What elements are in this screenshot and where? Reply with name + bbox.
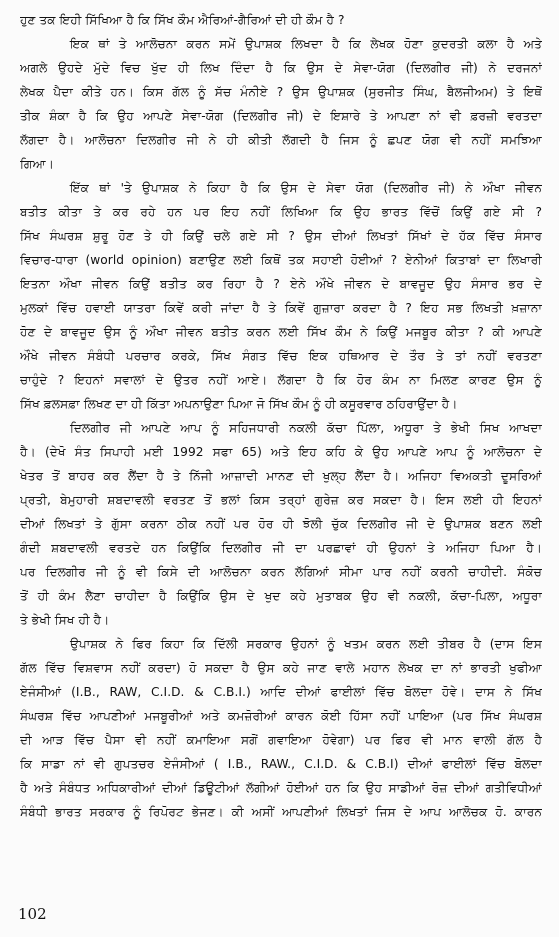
text-line: ਤੇ ਭੇਖੀ ਸਿਖ ਹੀ ਹੈ। bbox=[20, 613, 110, 627]
text-line: ਇਕ ਥਾਂ ਤੇ ਆਲੋਚਨਾ ਕਰਨ ਸਮੇਂ ਉਪਾਸ਼ਕ ਲਿਖਦਾ ਹੈ ਕਿ ਲੇਖਕ ਹੋਣਾ ਕੁਦਰਤੀ ਕਲਾ ਹੈ ਅਤੇ bbox=[70, 37, 542, 51]
text-line: ਦਿਲਗੀਰ ਜੀ ਆਪਣੇ ਆਪ ਨੂੰ ਸਹਿਜਧਾਰੀ ਨਕਲੀ ਕੱਚਾ ਪਿੱਲਾ, ਅਧੂਰਾ ਤੇ ਭੇਖੀ ਸਿਖ ਆਖਦਾ bbox=[70, 421, 542, 435]
text-line: ਸੰਘਰਸ਼ ਵਿੱਚ ਆਪਣੀਆਂ ਮਜਬੂਰੀਆਂ ਅਤੇ ਕਮਜ਼ੋਰੀਆਂ ਕਾਰਨ ਕੋਈ ਹਿੱਸਾ ਨਹੀਂ ਪਾਇਆ (ਪਰ ਸਿੱਖ ਸੰਘਰਸ਼ bbox=[20, 709, 542, 723]
text-line: ਹੈ ਅਤੇ ਸੰਬੰਧਤ ਅਧਿਕਾਰੀਆਂ ਦੀਆਂ ਡਿਊਟੀਆਂ ਲੱਗੀਆਂ ਹੋਈਆਂ ਹਨ ਕਿ ਉਹ ਸਾਡੀਆਂ ਰੋਜ਼ ਦੀਆਂ ਗਤੀਵਿਧੀਆਂ bbox=[20, 781, 542, 795]
text-line: ਮੁਲਕਾਂ ਵਿੱਚ ਹਵਾਈ ਯਾਤਰਾ ਕਿਵੇਂ ਕਰੀ ਜਾਂਦਾ ਹੈ ਤੇ ਕਿਵੇਂ ਗੁਜ਼ਾਰਾ ਕਰਦਾ ਹੈ ? ਇਹ ਸਭ ਲਿਖਤੀ ਖ਼ਜ਼ਾਨਾ bbox=[20, 301, 542, 315]
text-line: ਤੀਕ ਸ਼ੰਕਾ ਹੈ ਕਿ ਉਹ ਆਪਣੇ ਸੇਵਾ-ਯੋਗ (ਦਿਲਗੀਰ ਜੀ) ਦੇ ਇਸ਼ਾਰੇ ਤੇ ਆਪਣਾ ਨਾਂ ਵੀ ਫ਼ਰਜ਼ੀ ਵਰਤਦਾ bbox=[20, 109, 542, 123]
text-line: ਬਤੀਤ ਕੀਤਾ ਤੇ ਕਰ ਰਹੇ ਹਨ ਪਰ ਇਹ ਨਹੀਂ ਲਿਖਿਆ ਕਿ ਉਹ ਭਾਰਤ ਵਿੱਚੋਂ ਕਿਉਂ ਗਏ ਸੀ ? bbox=[20, 205, 542, 219]
text-line: ਹੁਣ ਤਕ ਇਹੀ ਸਿੱਖਿਆ ਹੈ ਕਿ ਸਿੱਖ ਕੌਮ ਐਰਿਆਂ-ਗੈਰਿਆਂ ਦੀ ਹੀ ਕੌਮ ਹੈ ? bbox=[20, 13, 345, 27]
text-line: ਇਤਨਾ ਔਖਾ ਜੀਵਨ ਕਿਉਂ ਬਤੀਤ ਕਰ ਰਿਹਾ ਹੈ ? ਏਨੇ ਔਖੇ ਜੀਵਨ ਦੇ ਬਾਵਜੂਦ ਉਹ ਸੰਸਾਰ ਭਰ ਦੇ bbox=[20, 277, 542, 291]
text-line: ਸੰਬੰਧੀ ਭਾਰਤ ਸਰਕਾਰ ਨੂੰ ਰਿਪੋਰਟ ਭੇਜਣ। ਕੀ ਅਸੀਂ ਆਪਣੀਆਂ ਲਿਖਤਾਂ ਜਿਸ ਦੇ ਆਪ ਆਲੋਚਕ ਹੋ. ਕਾਰਨ bbox=[20, 805, 542, 819]
text-line: ਅਗਲੇ ਉਹਦੇ ਮੁੱਦੇ ਵਿਚ ਖੁੱਦ ਹੀ ਲਿਖ ਦਿੰਦਾ ਹੈ ਕਿ ਉਸ ਦੇ ਸੇਵਾ-ਯੋਗ (ਦਿਲਗੀਰ ਜੀ) ਨੇ ਦਰਜਨਾਂ bbox=[20, 61, 542, 75]
text-line: ਉਪਾਸ਼ਕ ਨੇ ਫਿਰ ਕਿਹਾ ਕਿ ਦਿੱਲੀ ਸਰਕਾਰ ਉਹਨਾਂ ਨੂੰ ਖਤਮ ਕਰਨ ਲਈ ਤੀਬਰ ਹੈ (ਦਾਸ ਇਸ bbox=[70, 637, 542, 651]
text-line: ਏਜੰਸੀਆਂ (I.B., RAW, C.I.D. & C.B.I.) ਆਦਿ ਦੀਆਂ ਫਾਈਲਾਂ ਵਿੱਚ ਬੋਲਦਾ ਹੋਵੇ। ਦਾਸ ਨੇ ਸਿੱਖ bbox=[20, 685, 542, 699]
text-line: ਗੱਲ ਵਿੱਚ ਵਿਸ਼ਵਾਸ ਨਹੀਂ ਕਰਦਾ) ਹੋ ਸਕਦਾ ਹੈ ਉਸ ਕਹੇ ਜਾਣ ਵਾਲੇ ਮਹਾਨ ਲੇਖਕ ਦਾ ਨਾਂ ਭਾਰਤੀ ਖੁਫੀਆ bbox=[20, 661, 542, 675]
text-line: ਗਿਆ। bbox=[20, 157, 55, 171]
text-line: ਲੱਗਦਾ ਹੈ। ਆਲੋਚਨਾ ਦਿਲਗੀਰ ਜੀ ਨੇ ਹੀ ਕੀਤੀ ਲੱਗਦੀ ਹੈ ਜਿਸ ਨੂੰ ਛਪਣ ਯੋਗ ਵੀ ਨਹੀਂ ਸਮਝਿਆ bbox=[20, 133, 542, 147]
text-line: ਇੱਕ ਥਾਂ 'ਤੇ ਉਪਾਸ਼ਕ ਨੇ ਕਿਹਾ ਹੈ ਕਿ ਉਸ ਦੇ ਸੇਵਾ ਯੋਗ (ਦਿਲਗੀਰ ਜੀ) ਨੇ ਔਖਾ ਜੀਵਨ bbox=[70, 181, 542, 195]
text-line: ਕਿ ਸਾਡਾ ਨਾਂ ਵੀ ਗੁਪਤਚਰ ਏਜੰਸੀਆਂ ( I.B., RAW., C.I.D. & C.B.I) ਦੀਆਂ ਫਾਈਲਾਂ ਵਿੱਚ ਬੋਲਦਾ bbox=[20, 757, 542, 771]
text-line: ਹੈ। (ਦੇਖੋ ਸੰਤ ਸਿਪਾਹੀ ਮਈ 1992 ਸਫਾ 65) ਅਤੇ ਇਹ ਕਹਿ ਕੇ ਉਹ ਆਪਣੇ ਆਪ ਨੂੰ ਆਲੋਚਨਾ ਦੇ bbox=[20, 445, 542, 459]
text-line: ਔਖੇ ਜੀਵਨ ਸੰਬੰਧੀ ਪਰਚਾਰ ਕਰਕੇ, ਸਿੱਖ ਸੰਗਤ ਵਿੱਚ ਇਕ ਹਥਿਆਰ ਦੇ ਤੌਰ ਤੇ ਤਾਂ ਨਹੀਂ ਵਰਤਣਾ bbox=[20, 349, 542, 363]
text-line: ਦੀ ਆੜ ਵਿੱਚ ਪੈਸਾ ਵੀ ਨਹੀਂ ਕਮਾਇਆ ਸਗੋਂ ਗਵਾਇਆ ਹੋਵੇਗਾ) ਪਰ ਫਿਰ ਵੀ ਮਾਨ ਵਾਲੀ ਗੱਲ ਹੈ bbox=[20, 733, 542, 747]
text-line: ਹੋਣ ਦੇ ਬਾਵਜੂਦ ਉਸ ਨੂੰ ਔਖਾ ਜੀਵਨ ਬਤੀਤ ਕਰਨ ਲਈ ਸਿੱਖ ਕੌਮ ਨੇ ਕਿਉਂ ਮਜਬੂਰ ਕੀਤਾ ? ਕੀ ਆਪਣੇ bbox=[20, 325, 542, 339]
body-text bbox=[20, 8, 542, 824]
text-line: ਤੋਂ ਹੀ ਕੰਮ ਲੈਣਾ ਚਾਹੀਦਾ ਹੈ ਕਿਉਂਕਿ ਉਸ ਦੇ ਖੁਦ ਕਹੇ ਮੁਤਾਬਕ ਉਹ ਵੀ ਨਕਲੀ, ਕੱਚਾ-ਪਿਲਾ, ਅਧੂਰਾ bbox=[20, 589, 542, 603]
text-line: ਗੰਦੀ ਸ਼ਬਦਾਵਲੀ ਵਰਤਦੇ ਹਨ ਕਿਉਂਕਿ ਦਿਲਗੀਰ ਜੀ ਦਾ ਪਰਛਾਵਾਂ ਹੀ ਉਹਨਾਂ ਤੇ ਅਜਿਹਾ ਪਿਆ ਹੈ। bbox=[20, 541, 542, 555]
text-line: ਸਿੱਖ ਸੰਘਰਸ਼ ਸ਼ੁਰੂ ਹੋਣ ਤੇ ਹੀ ਕਿਉਂ ਚਲੇ ਗਏ ਸੀ ? ਉਸ ਦੀਆਂ ਲਿਖਤਾਂ ਸਿੱਖਾਂ ਦੇ ਹੱਕ ਵਿੱਚ ਸੰਸਾਰ bbox=[20, 229, 542, 243]
text-line: ਪ੍ਰਤੀ, ਬੇਮੁਹਾਰੀ ਸ਼ਬਦਾਵਲੀ ਵਰਤਣ ਤੋਂ ਭਲਾਂ ਕਿਸ ਤਰ੍ਹਾਂ ਗੁਰੇਜ਼ ਕਰ ਸਕਦਾ ਹੈ। ਇਸ ਲਈ ਹੀ ਇਹਨਾਂ bbox=[20, 493, 542, 507]
page-number: 102 bbox=[18, 905, 47, 923]
text-line: ਵਿਚਾਰ-ਧਾਰਾ (world opinion) ਬਣਾਉਣ ਲਈ ਕਿਥੋਂ ਤਕ ਸਹਾਈ ਹੋਈਆਂ ? ਏਨੀਆਂ ਕਿਤਾਬਾਂ ਦਾ ਲਿਖਾਰੀ bbox=[20, 253, 542, 267]
text-line: ਪਰ ਦਿਲਗੀਰ ਜੀ ਨੂੰ ਵੀ ਕਿਸੇ ਦੀ ਆਲੋਚਨਾ ਕਰਨ ਲੱਗਿਆਂ ਸੀਮਾ ਪਾਰ ਨਹੀਂ ਕਰਨੀ ਚਾਹੀਦੀ. ਸੰਕੋਚ bbox=[20, 565, 542, 579]
text-line: ਸਿੱਖ ਫ਼ਲਸਫ਼ਾ ਲਿਖਣ ਦਾ ਹੀ ਕਿੱਤਾ ਅਪਨਾਉਣਾ ਪਿਆ ਜੋ ਸਿੱਖ ਕੌਮ ਨੂੰ ਹੀ ਕਸੂਰਵਾਰ ਠਹਿਰਾਉਂਦਾ ਹੈ। bbox=[20, 397, 458, 411]
text-line: ਖੇਤਰ ਤੋਂ ਬਾਹਰ ਕਰ ਲੈਂਦਾ ਹੈ ਤੇ ਨਿੱਜੀ ਆਜ਼ਾਦੀ ਮਾਨਣ ਦੀ ਖੁਲ੍ਹ ਲੈਂਦਾ ਹੈ। ਅਜਿਹਾ ਵਿਅਕਤੀ ਦੂਸਰਿਆਂ bbox=[20, 469, 542, 483]
text-line: ਦੀਆਂ ਲਿਖਤਾਂ ਤੇ ਗੁੱਸਾ ਕਰਨਾ ਠੀਕ ਨਹੀਂ ਪਰ ਹੋਰ ਹੀ ਝੋਲੀ ਚੁੱਕ ਦਿਲਗੀਰ ਜੀ ਦੇ ਉਪਾਸ਼ਕ ਬਣਨ ਲਈ bbox=[20, 517, 542, 531]
text-line: ਲੇਖਕ ਪੈਦਾ ਕੀਤੇ ਹਨ। ਕਿਸ ਗੱਲ ਨੂੰ ਸੱਚ ਮੰਨੀਏ ? ਉਸ ਉਪਾਸ਼ਕ (ਸੁਰਜੀਤ ਸਿੰਘ, ਬੈਲਜੀਅਮ) ਤੇ ਇਥੋਂ bbox=[20, 85, 542, 99]
text-line: ਚਾਹੁੰਦੇ ? ਇਹਨਾਂ ਸਵਾਲਾਂ ਦੇ ਉਤਰ ਨਹੀਂ ਆਏ। ਲੱਗਦਾ ਹੈ ਕਿ ਹੋਰ ਕੰਮ ਨਾ ਮਿਲਣ ਕਾਰਣ ਉਸ ਨੂੰ bbox=[20, 373, 542, 387]
